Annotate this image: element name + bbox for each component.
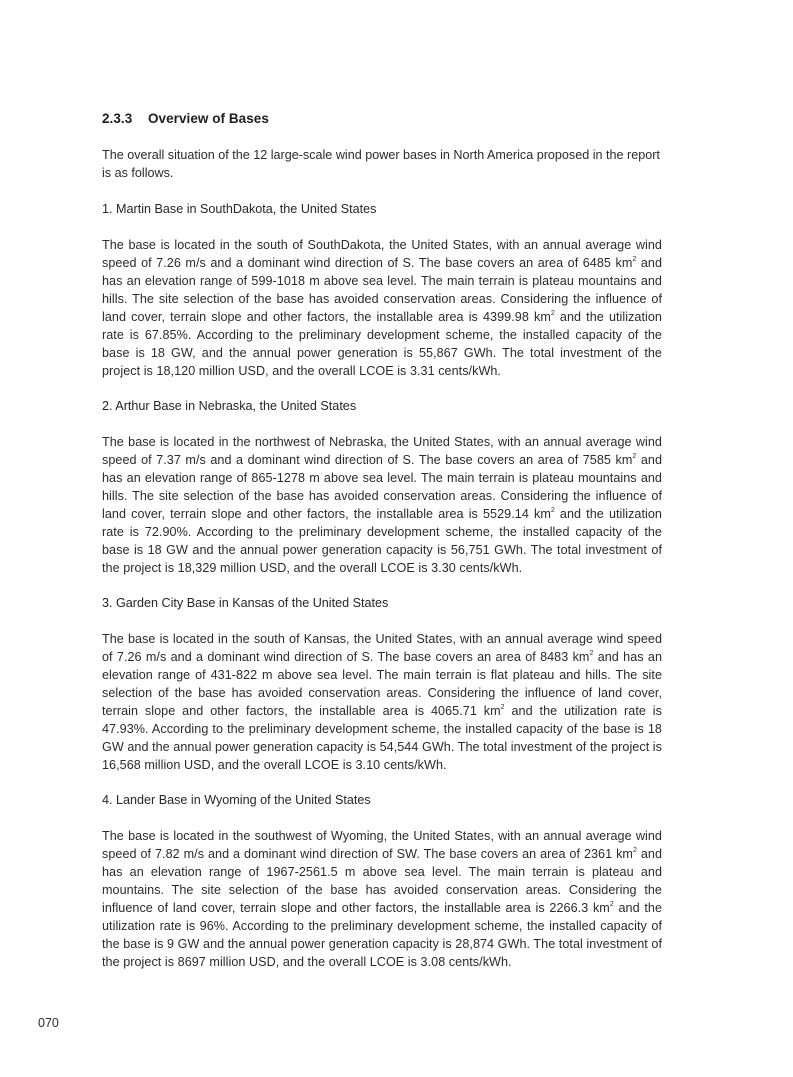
base-text-part: and has an elevation range of 431-822 m above sea level. The main terrain is flat plateau and hills. The site selection of the base has avoided conservation areas. Considering the influence of land cover, terrain slope and other factors, the installable area is 4065.71 km	[102, 650, 662, 718]
superscript: 2	[550, 310, 555, 317]
superscript: 2	[589, 650, 594, 657]
base-title: 3. Garden City Base in Kansas of the United States	[102, 596, 389, 610]
base-text-part: The base is located in the south of SouthDakota, the United States, with an annual average wind speed of 7.26 m/s and a dominant wind direction of S. The base covers an area of 6485 km	[102, 238, 662, 270]
base-title: 1. Martin Base in SouthDakota, the United States	[102, 202, 377, 216]
superscript: 2	[632, 847, 637, 854]
section-heading	[102, 110, 662, 128]
base-text-part: and has an elevation range of 865-1278 m above sea level. The main terrain is plateau mountains and hills. The site selection of the base has avoided conservation areas. Considering the influence of land cover, terrain slope and other factors, the installable area is 5529.14 km	[102, 453, 662, 521]
base-text-part: The base is located in the south of Kansas, the United States, with an annual average wind speed of 7.26 m/s and a dominant wind direction of S. The base covers an area of 8483 km	[102, 632, 662, 664]
base-entry-4	[102, 791, 662, 971]
superscript: 2	[609, 901, 614, 908]
base-text-part: and the utilization rate is 67.85%. According to the preliminary development scheme, the installed capacity of the base is 18 GW, and the annual power generation is 55,867 GWh. The total investment of the project is 18,120 million USD, and the overall LCOE is 3.31 cents/kWh.	[102, 310, 662, 378]
base-entry-3	[102, 594, 662, 774]
base-title: 2. Arthur Base in Nebraska, the United States	[102, 399, 357, 413]
section-number: 2.3.3	[102, 111, 133, 126]
base-description	[102, 630, 662, 774]
base-description	[102, 236, 662, 380]
base-text-part: and the utilization rate is 72.90%. According to the preliminary development scheme, the installed capacity of the base is 18 GW and the annual power generation capacity is 56,751 GWh. The total investment of the project is 18,329 million USD, and the overall LCOE is 3.30 cents/kWh.	[102, 507, 662, 575]
page-number: 070	[38, 1016, 59, 1030]
superscript: 2	[632, 256, 637, 263]
base-description	[102, 433, 662, 577]
base-text-part: and the utilization rate is 96%. According to the preliminary development scheme, the installed capacity of the base is 9 GW and the annual power generation capacity is 28,874 GWh. The total investment of the project is 8697 million USD, and the overall LCOE is 3.08 cents/kWh.	[102, 901, 663, 969]
superscript: 2	[500, 704, 505, 711]
base-text-part: The base is located in the southwest of Wyoming, the United States, with an annual average wind speed of 7.82 m/s and a dominant wind direction of SW. The base covers an area of 2361 km	[102, 829, 662, 861]
base-entry-1	[102, 200, 662, 380]
section-title: Overview of Bases	[148, 111, 269, 126]
base-text-part: and has an elevation range of 1967-2561.5 m above sea level. The main terrain is plateau and mountains. The site selection of the base has avoided conservation areas. Considering the influence of land cover, terrain slope and other factors, the installable area is 2266.3 km	[102, 847, 662, 915]
base-text-part: and has an elevation range of 599-1018 m above sea level. The main terrain is plateau mountains and hills. The site selection of the base has avoided conservation areas. Considering the influence of land cover, terrain slope and other factors, the installable area is 4399.98 km	[102, 256, 662, 324]
base-entry-2	[102, 397, 662, 577]
superscript: 2	[632, 453, 637, 460]
page-content	[102, 110, 662, 988]
intro-paragraph: The overall situation of the 12 large-scale wind power bases in North America proposed in the report is as follows.	[102, 148, 660, 180]
base-text-part: The base is located in the northwest of Nebraska, the United States, with an annual average wind speed of 7.37 m/s and a dominant wind direction of S. The base covers an area of 7585 km	[102, 435, 662, 467]
superscript: 2	[550, 507, 555, 514]
base-text-part: and the utilization rate is 47.93%. According to the preliminary development scheme, the installed capacity of the base is 18 GW and the annual power generation capacity is 54,544 GWh. The total investment of the project is 16,568 million USD, and the overall LCOE is 3.10 cents/kWh.	[102, 704, 663, 772]
base-description	[102, 827, 662, 971]
base-title: 4. Lander Base in Wyoming of the United States	[102, 793, 371, 807]
